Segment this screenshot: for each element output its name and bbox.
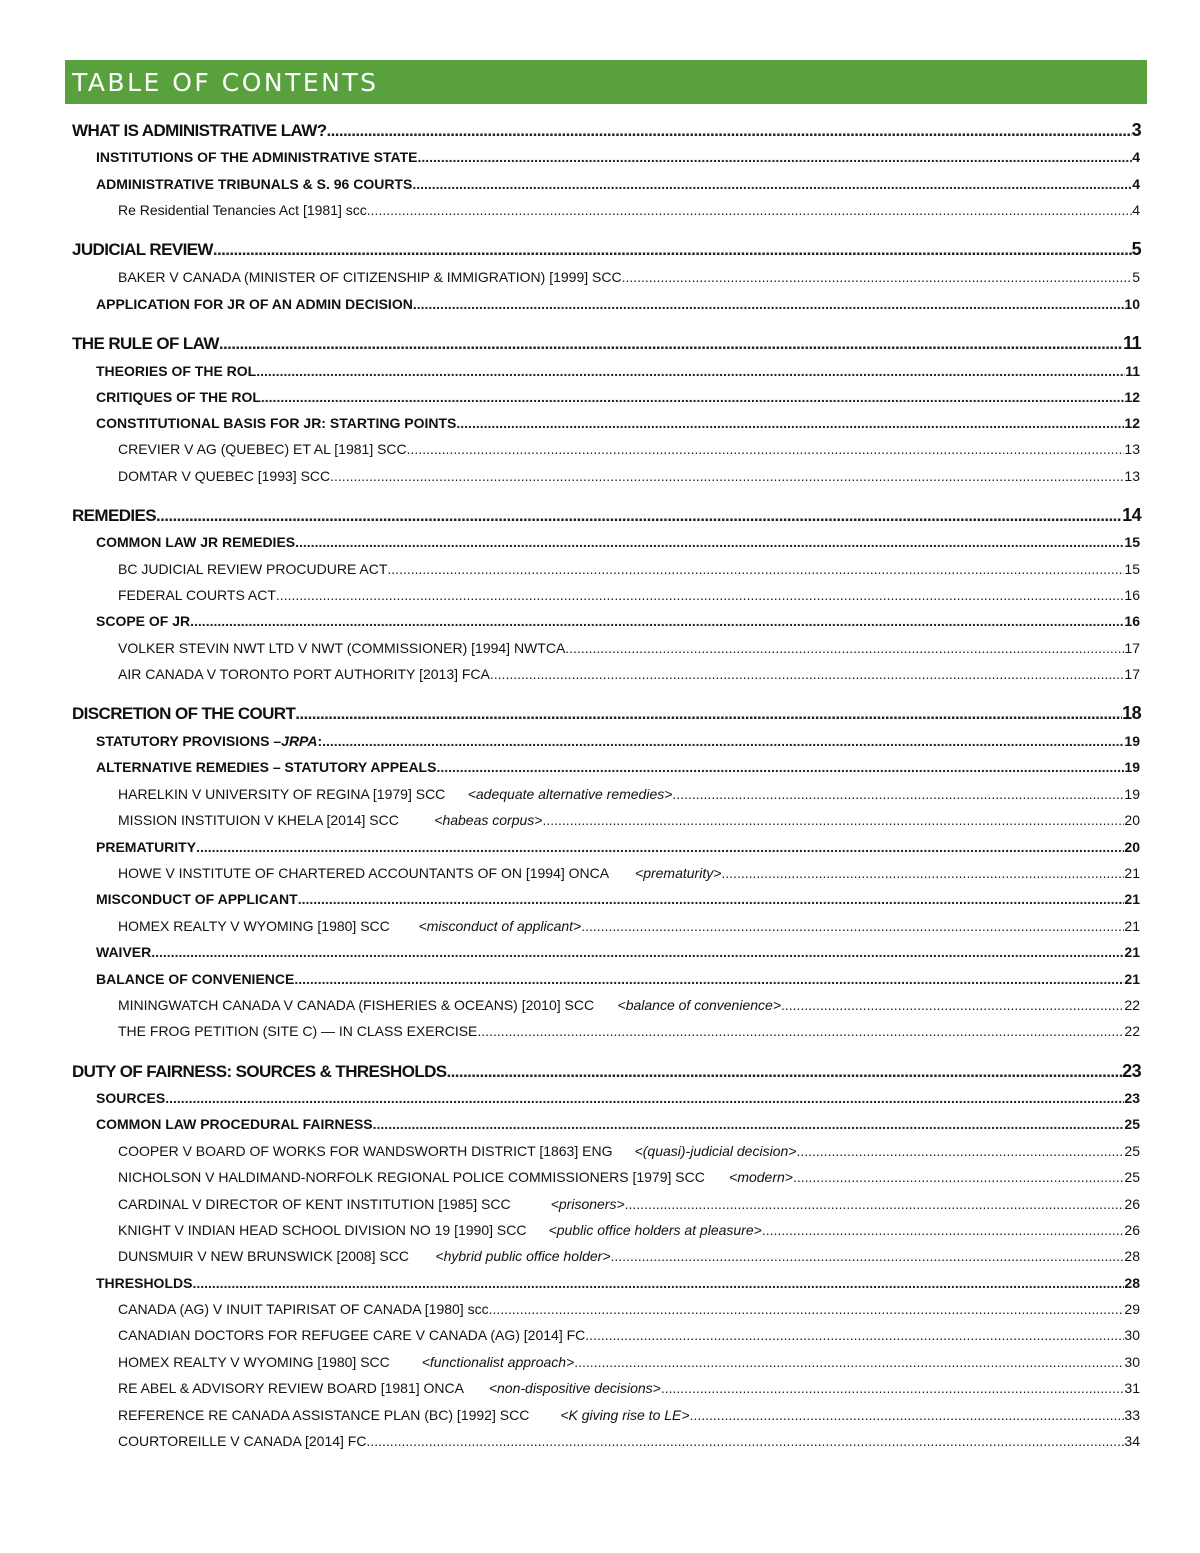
toc-page-number: 13 <box>1124 441 1140 457</box>
toc-leader-dots <box>219 334 1123 354</box>
toc-entry-title: DUNSMUIR V NEW BRUNSWICK [2008] SCC <box>118 1248 409 1264</box>
toc-entry-title: THRESHOLDS <box>96 1275 193 1291</box>
toc-entry-title: SOURCES <box>96 1090 166 1106</box>
toc-entry-title: THE RULE OF LAW <box>72 334 219 353</box>
toc-entry-title: FEDERAL COURTS ACT <box>118 587 276 603</box>
toc-leader-dots <box>417 149 1132 165</box>
toc-page-number: 10 <box>1124 296 1140 312</box>
toc-entry-title: RE ABEL & ADVISORY REVIEW BOARD [1981] ONCA <box>118 1380 464 1396</box>
toc-page-number: 21 <box>1124 865 1140 881</box>
toc-subsection-entry[interactable] <box>96 1090 1140 1106</box>
toc-page-number: 25 <box>1124 1116 1140 1132</box>
toc-case-entry[interactable] <box>118 587 1140 603</box>
toc-case-entry[interactable] <box>118 1433 1140 1449</box>
toc-leader-dots <box>165 1090 1124 1106</box>
toc-page-number: 20 <box>1124 839 1140 855</box>
toc-leader-dots <box>367 202 1132 218</box>
toc-entry-title: HARELKIN V UNIVERSITY OF REGINA [1979] SCC <box>118 786 446 802</box>
toc-subsection-entry[interactable] <box>96 534 1140 550</box>
toc-entry-title: WAIVER <box>96 944 152 960</box>
toc-leader-dots <box>581 918 1124 934</box>
toc-entry-title: CREVIER V AG (QUEBEC) ET AL [1981] SCC <box>118 441 407 457</box>
toc-case-entry[interactable] <box>118 1354 1140 1370</box>
toc-case-entry[interactable] <box>118 786 1140 802</box>
toc-entry-title: THEORIES OF THE ROL <box>96 363 257 379</box>
toc-page-number: 19 <box>1124 759 1140 775</box>
toc-entry-title: CANADIAN DOCTORS FOR REFUGEE CARE V CANADA (AG) [2014] FC <box>118 1327 586 1343</box>
toc-case-entry[interactable] <box>118 918 1140 934</box>
toc-case-entry[interactable] <box>118 1196 1140 1212</box>
toc-section-entry[interactable] <box>72 239 1141 260</box>
toc-leader-dots <box>796 1143 1124 1159</box>
toc-entry-title: CRITIQUES OF THE ROL <box>96 389 261 405</box>
toc-leader-dots <box>762 1222 1125 1238</box>
toc-page-number: 19 <box>1124 733 1140 749</box>
toc-page-number: 16 <box>1124 613 1140 629</box>
toc-entry-title: INSTITUTIONS OF THE ADMINISTRATIVE STATE <box>96 149 418 165</box>
toc-page-number: 28 <box>1124 1275 1140 1291</box>
toc-case-entry[interactable] <box>118 1407 1140 1423</box>
toc-entry-annotation: <(quasi)-judicial decision> <box>634 1143 797 1159</box>
toc-entry-annotation-suffix: : <box>317 733 323 749</box>
toc-entry-title: STATUTORY PROVISIONS – <box>96 733 282 749</box>
toc-page-number: 22 <box>1124 997 1140 1013</box>
toc-entry-title: CONSTITUTIONAL BASIS FOR JR: STARTING POINTS <box>96 415 457 431</box>
toc-entry-title: SCOPE OF JR <box>96 613 191 629</box>
toc-entry-annotation: <hybrid public office holder> <box>435 1248 611 1264</box>
toc-page-number: 29 <box>1124 1301 1140 1317</box>
toc-entry-title: MISSION INSTITUION V KHELA [2014] SCC <box>118 812 399 828</box>
toc-entry-annotation: <prisoners> <box>550 1196 625 1212</box>
toc-entry-title: APPLICATION FOR JR OF AN ADMIN DECISION <box>96 296 413 312</box>
toc-leader-dots <box>196 839 1124 855</box>
toc-entry-annotation: <prematurity> <box>635 865 722 881</box>
toc-page-number: 12 <box>1124 415 1140 431</box>
toc-subsection-entry[interactable] <box>96 363 1140 379</box>
toc-entry-title: COURTOREILLE V CANADA [2014] FC <box>118 1433 367 1449</box>
toc-subsection-entry[interactable] <box>96 733 1140 749</box>
toc-case-entry[interactable] <box>118 1301 1140 1317</box>
toc-leader-dots <box>330 468 1124 484</box>
toc-page-number: 11 <box>1125 363 1140 379</box>
toc-entry-annotation: <functionalist approach> <box>421 1354 575 1370</box>
toc-entry-title: DUTY OF FAIRNESS: SOURCES & THRESHOLDS <box>72 1062 447 1081</box>
toc-page-number: 5 <box>1132 269 1140 285</box>
toc-case-entry[interactable] <box>118 865 1140 881</box>
toc-case-entry[interactable] <box>118 1023 1140 1039</box>
toc-case-entry[interactable] <box>118 468 1140 484</box>
toc-subsection-entry[interactable] <box>96 296 1140 312</box>
toc-subsection-entry[interactable] <box>96 944 1140 960</box>
toc-page-number: 4 <box>1132 202 1140 218</box>
toc-entry-title: AIR CANADA V TORONTO PORT AUTHORITY [2013] FCA <box>118 666 490 682</box>
toc-page-number: 15 <box>1124 534 1140 550</box>
toc-subsection-entry[interactable] <box>96 1116 1140 1132</box>
toc-leader-dots <box>373 1116 1125 1132</box>
toc-entry-title: COMMON LAW JR REMEDIES <box>96 534 296 550</box>
toc-entry-title: COOPER V BOARD OF WORKS FOR WANDSWORTH DISTRICT [1863] ENG <box>118 1143 613 1159</box>
toc-page-number: 30 <box>1124 1354 1140 1370</box>
toc-leader-dots <box>190 613 1124 629</box>
toc-page-number: 18 <box>1122 703 1141 723</box>
toc-page-number: 25 <box>1124 1143 1140 1159</box>
toc-entry-title: DISCRETION OF THE COURT <box>72 704 296 723</box>
toc-leader-dots <box>295 704 1122 724</box>
toc-entry-title: WHAT IS ADMINISTRATIVE LAW? <box>72 121 327 140</box>
toc-subsection-entry[interactable] <box>96 971 1140 987</box>
toc-page-number: 22 <box>1124 1023 1140 1039</box>
toc-section-entry[interactable] <box>72 1061 1141 1082</box>
toc-case-entry[interactable] <box>118 1143 1140 1159</box>
toc-leader-dots <box>192 1275 1124 1291</box>
toc-subsection-entry[interactable] <box>96 839 1140 855</box>
toc-page-number: 21 <box>1124 944 1140 960</box>
toc-page-number: 4 <box>1132 149 1140 165</box>
toc-entry-title: REFERENCE RE CANADA ASSISTANCE PLAN (BC) [1992] SCC <box>118 1407 530 1423</box>
toc-page-number: 15 <box>1124 561 1140 577</box>
toc-entry-title: KNIGHT V INDIAN HEAD SCHOOL DIVISION NO 19 [1990] SCC <box>118 1222 527 1238</box>
toc-entry-title: PREMATURITY <box>96 839 197 855</box>
toc-case-entry[interactable] <box>118 1327 1140 1343</box>
toc-page-number: 16 <box>1124 587 1140 603</box>
toc-entry-annotation: <misconduct of applicant> <box>418 918 582 934</box>
toc-leader-dots <box>456 415 1124 431</box>
toc-page-number: 23 <box>1122 1061 1141 1081</box>
toc-page-number: 26 <box>1124 1222 1140 1238</box>
toc-case-entry[interactable] <box>118 1222 1140 1238</box>
toc-case-entry[interactable] <box>118 1169 1140 1185</box>
toc-case-entry[interactable] <box>118 666 1140 682</box>
toc-leader-dots <box>387 561 1124 577</box>
toc-section-entry[interactable] <box>72 333 1141 354</box>
toc-page-number: 12 <box>1124 389 1140 405</box>
toc-case-entry[interactable] <box>118 269 1140 285</box>
toc-leader-dots <box>585 1327 1124 1343</box>
toc-entry-annotation: <non-dispositive decisions> <box>488 1380 661 1396</box>
toc-entry-title: CARDINAL V DIRECTOR OF KENT INSTITUTION [1985] SCC <box>118 1196 511 1212</box>
toc-case-entry[interactable] <box>118 202 1140 218</box>
toc-entry-title: REMEDIES <box>72 506 156 525</box>
toc-entry-title: HOMEX REALTY V WYOMING [1980] SCC <box>118 1354 390 1370</box>
toc-leader-dots <box>261 389 1125 405</box>
toc-leader-dots <box>294 971 1124 987</box>
toc-leader-dots <box>477 1023 1124 1039</box>
toc-leader-dots <box>611 1248 1125 1264</box>
toc-page-number: 26 <box>1124 1196 1140 1212</box>
toc-subsection-entry[interactable] <box>96 176 1140 192</box>
toc-leader-dots <box>542 812 1124 828</box>
toc-page-number: 13 <box>1124 468 1140 484</box>
toc-entry-title: NICHOLSON V HALDIMAND-NORFOLK REGIONAL POLICE COMMISSIONERS [1979] SCC <box>118 1169 705 1185</box>
toc-page-number: 30 <box>1124 1327 1140 1343</box>
toc-page-number: 33 <box>1124 1407 1140 1423</box>
toc-leader-dots <box>151 944 1124 960</box>
toc-leader-dots <box>412 176 1132 192</box>
toc-case-entry[interactable] <box>118 1380 1140 1396</box>
toc-subsection-entry[interactable] <box>96 759 1140 775</box>
toc-entry-annotation: <habeas corpus> <box>434 812 543 828</box>
toc-leader-dots <box>436 759 1124 775</box>
toc-page-number: 14 <box>1122 505 1141 525</box>
toc-entry-title: CANADA (AG) V INUIT TAPIRISAT OF CANADA [1980] scc <box>118 1301 489 1317</box>
toc-entry-title: COMMON LAW PROCEDURAL FAIRNESS <box>96 1116 373 1132</box>
toc-leader-dots <box>489 1301 1125 1317</box>
toc-leader-dots <box>625 1196 1125 1212</box>
toc-section-entry[interactable] <box>72 120 1141 141</box>
toc-page-number: 21 <box>1124 971 1140 987</box>
toc-entry-title: BAKER V CANADA (MINISTER OF CITIZENSHIP & IMMIGRATION) [1999] SCC <box>118 269 622 285</box>
toc-entry-title: MISCONDUCT OF APPLICANT <box>96 891 298 907</box>
toc-page-number: 23 <box>1124 1090 1140 1106</box>
toc-entry-title: Re Residential Tenancies Act [1981] scc <box>118 202 367 218</box>
toc-page-number: 3 <box>1131 120 1141 140</box>
toc-leader-dots <box>661 1380 1125 1396</box>
toc-entry-title: BALANCE OF CONVENIENCE <box>96 971 295 987</box>
toc-title: TABLE OF CONTENTS <box>72 68 379 97</box>
toc-page-number: 19 <box>1124 786 1140 802</box>
toc-leader-dots <box>574 1354 1124 1370</box>
toc-leader-dots <box>156 506 1122 526</box>
toc-leader-dots <box>721 865 1124 881</box>
toc-entry-title: MININGWATCH CANADA V CANADA (FISHERIES & OCEANS) [2010] SCC <box>118 997 595 1013</box>
toc-entry-annotation: <public office holders at pleasure> <box>548 1222 762 1238</box>
toc-leader-dots <box>793 1169 1124 1185</box>
toc-page-number: 20 <box>1124 812 1140 828</box>
toc-page-number: 17 <box>1124 640 1140 656</box>
toc-entry-annotation: <modern> <box>729 1169 793 1185</box>
toc-case-entry[interactable] <box>118 640 1140 656</box>
toc-leader-dots <box>672 786 1124 802</box>
toc-leader-dots <box>690 1407 1125 1423</box>
toc-entry-annotation: <balance of convenience> <box>617 997 781 1013</box>
toc-case-entry[interactable] <box>118 1248 1140 1264</box>
toc-subsection-entry[interactable] <box>96 891 1140 907</box>
toc-leader-dots <box>256 363 1125 379</box>
toc-page-number: 21 <box>1124 891 1140 907</box>
toc-leader-dots <box>407 441 1125 457</box>
toc-leader-dots <box>213 240 1132 260</box>
toc-leader-dots <box>295 534 1124 550</box>
toc-page-number: 17 <box>1124 666 1140 682</box>
toc-entry-title: ADMINISTRATIVE TRIBUNALS & S. 96 COURTS <box>96 176 413 192</box>
toc-leader-dots <box>327 121 1132 141</box>
toc-leader-dots <box>298 891 1125 907</box>
toc-entry-title: ALTERNATIVE REMEDIES – STATUTORY APPEALS <box>96 759 437 775</box>
toc-entry-title: THE FROG PETITION (SITE C) — IN CLASS EXERCISE <box>118 1023 478 1039</box>
toc-page-number: 11 <box>1123 333 1141 353</box>
toc-entry-title: HOWE V INSTITUTE OF CHARTERED ACCOUNTANTS OF ON [1994] ONCA <box>118 865 610 881</box>
toc-case-entry[interactable] <box>118 812 1140 828</box>
toc-leader-dots <box>366 1433 1124 1449</box>
toc-leader-dots <box>413 296 1125 312</box>
toc-page-number: 25 <box>1124 1169 1140 1185</box>
toc-entry-title: VOLKER STEVIN NWT LTD V NWT (COMMISSIONER) [1994] NWTCA <box>118 640 566 656</box>
toc-case-entry[interactable] <box>118 441 1140 457</box>
toc-page-number: 34 <box>1124 1433 1140 1449</box>
toc-page-number: 28 <box>1124 1248 1140 1264</box>
toc-subsection-entry[interactable] <box>96 415 1140 431</box>
toc-case-entry[interactable] <box>118 997 1140 1013</box>
toc-entry-annotation: JRPA <box>281 733 318 749</box>
toc-entry-title: BC JUDICIAL REVIEW PROCUDURE ACT <box>118 561 388 577</box>
toc-entry-annotation: <K giving rise to LE> <box>560 1407 690 1423</box>
toc-leader-dots <box>622 269 1133 285</box>
toc-leader-dots <box>565 640 1124 656</box>
toc-leader-dots <box>781 997 1124 1013</box>
toc-leader-dots <box>322 733 1124 749</box>
toc-page-number: 5 <box>1131 239 1141 259</box>
toc-subsection-entry[interactable] <box>96 149 1140 165</box>
toc-page-number: 21 <box>1124 918 1140 934</box>
toc-subsection-entry[interactable] <box>96 613 1140 629</box>
toc-entry-title: DOMTAR V QUEBEC [1993] SCC <box>118 468 331 484</box>
toc-leader-dots <box>490 666 1125 682</box>
toc-leader-dots <box>276 587 1125 603</box>
toc-case-entry[interactable] <box>118 561 1140 577</box>
toc-subsection-entry[interactable] <box>96 389 1140 405</box>
toc-page-number: 31 <box>1124 1380 1140 1396</box>
toc-entry-annotation: <adequate alternative remedies> <box>467 786 673 802</box>
toc-page-number: 4 <box>1132 176 1140 192</box>
toc-section-entry[interactable] <box>72 703 1141 724</box>
toc-entry-title: HOMEX REALTY V WYOMING [1980] SCC <box>118 918 390 934</box>
toc-section-entry[interactable] <box>72 505 1141 526</box>
toc-entry-title: JUDICIAL REVIEW <box>72 240 213 259</box>
toc-subsection-entry[interactable] <box>96 1275 1140 1291</box>
toc-leader-dots <box>447 1062 1123 1082</box>
